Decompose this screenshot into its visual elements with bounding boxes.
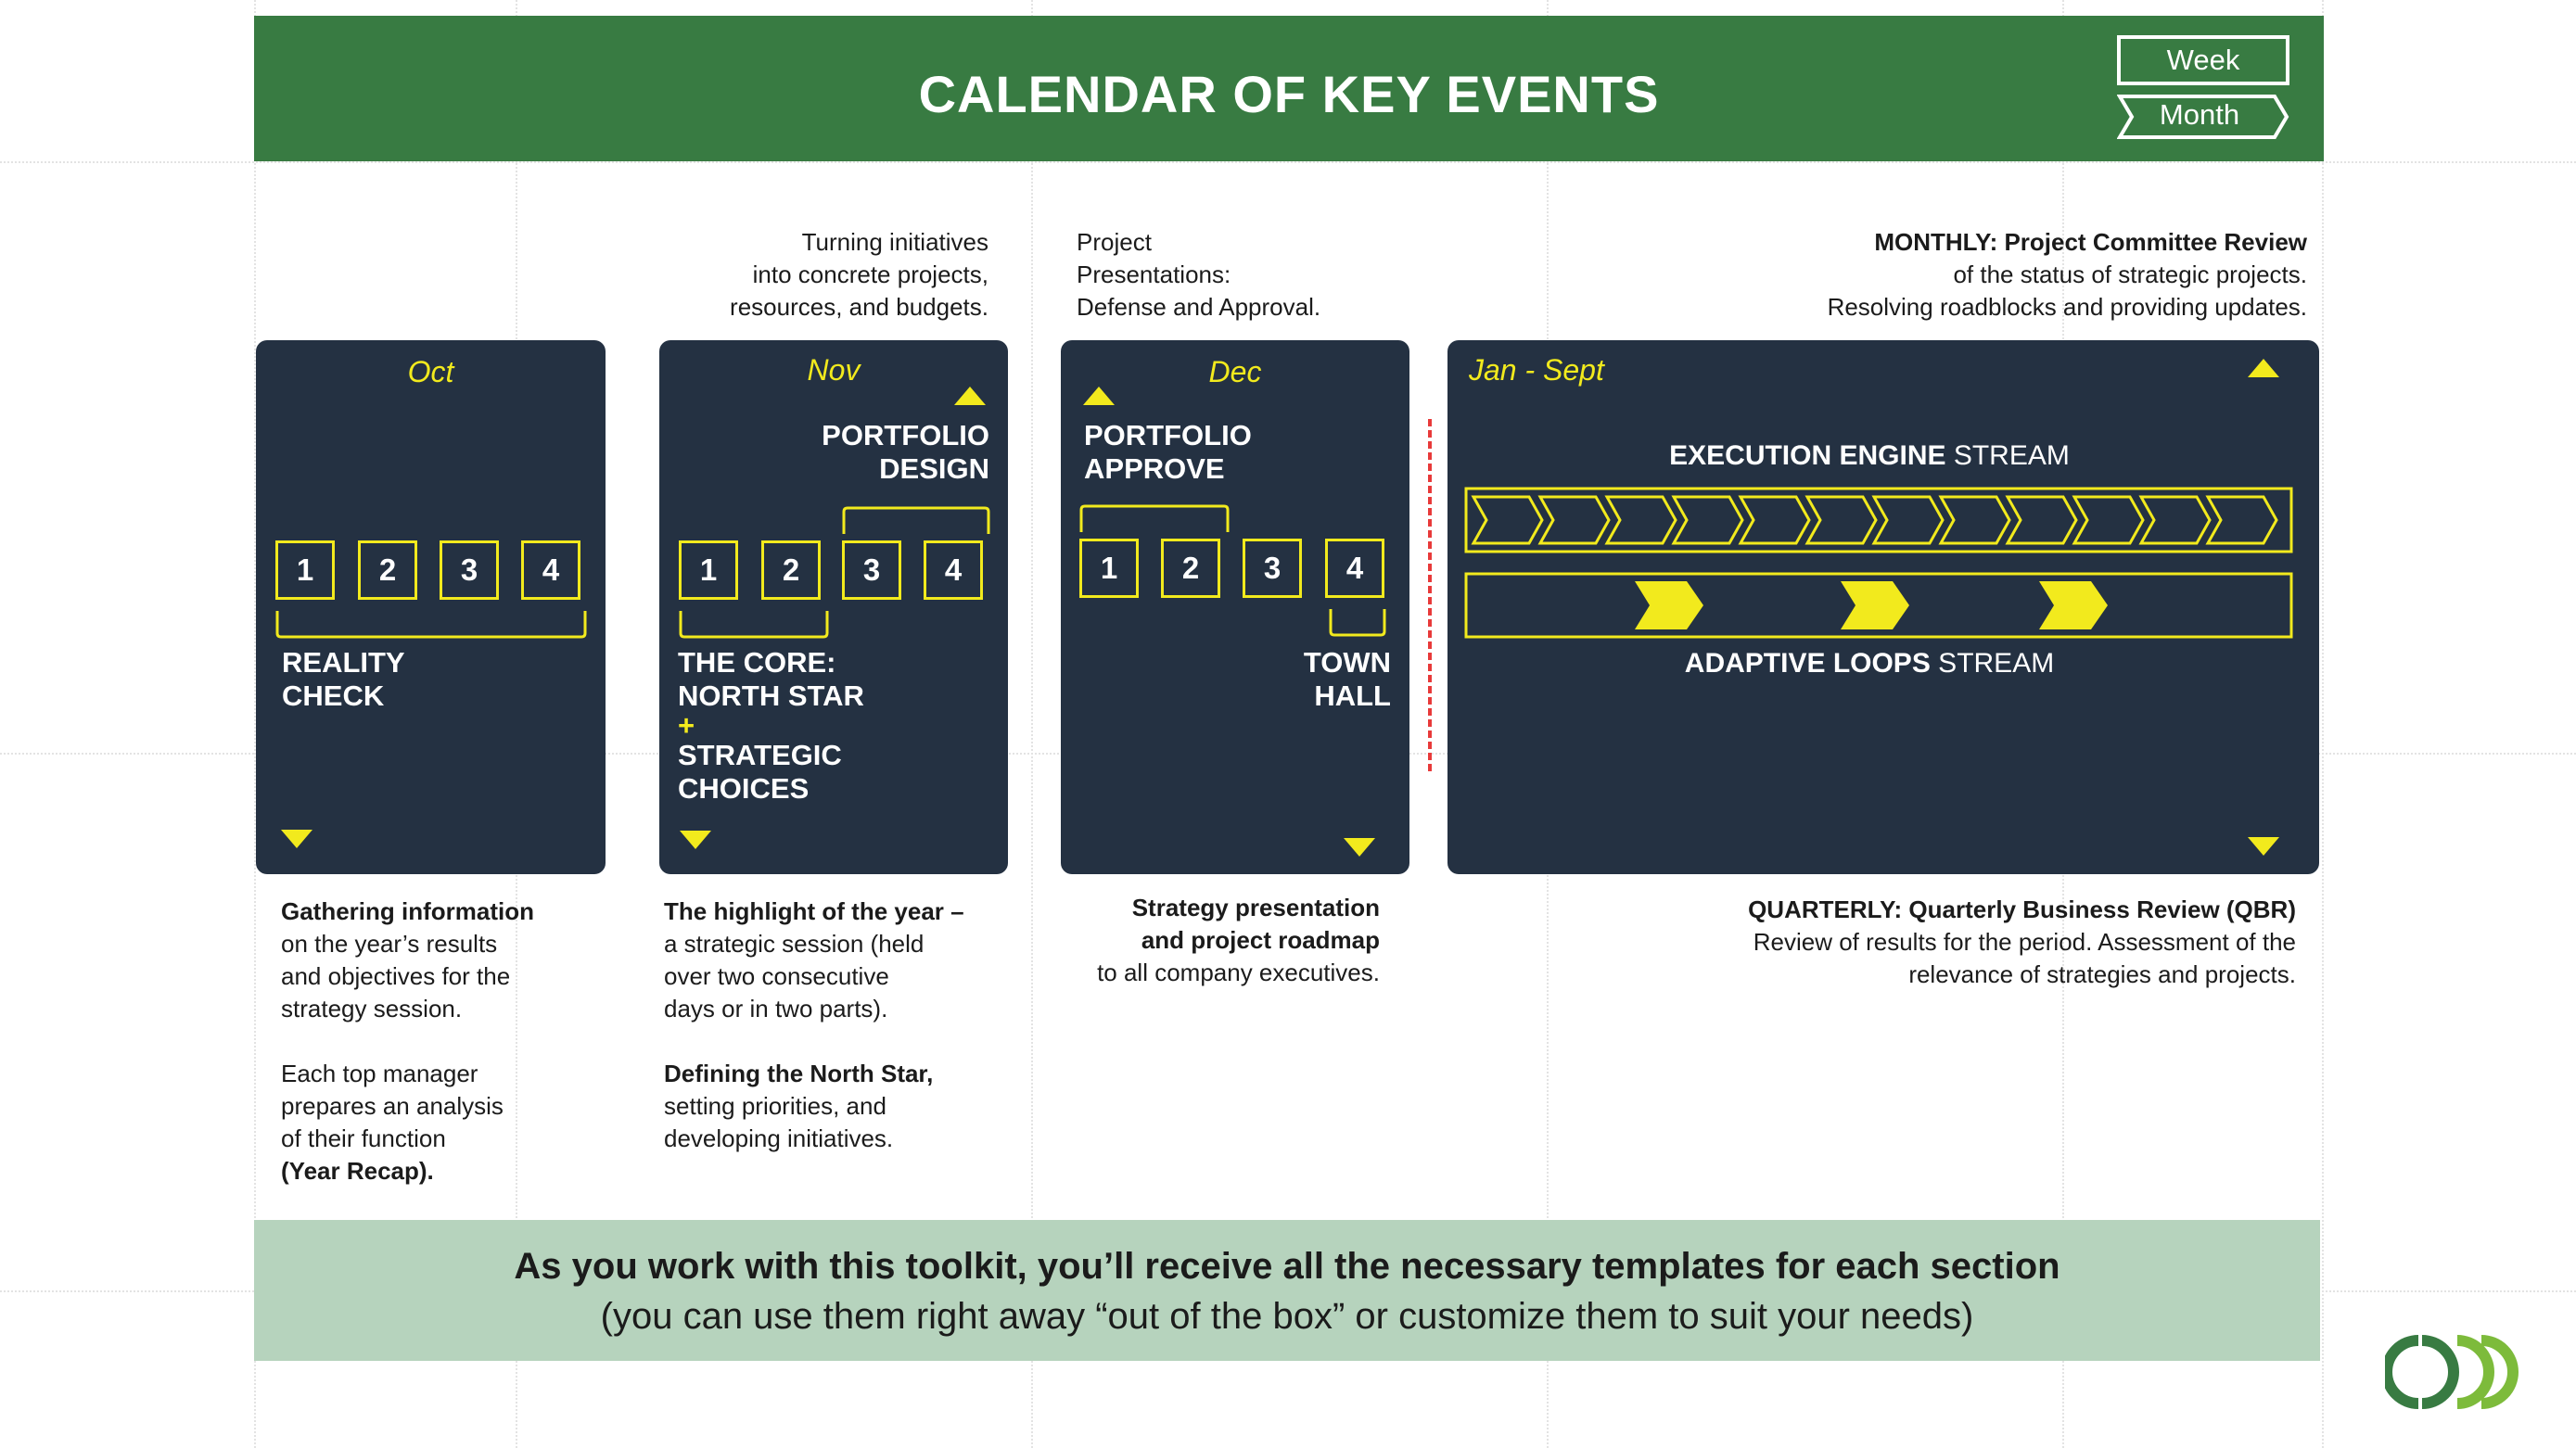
text-line: and objectives for the [281,962,511,990]
text-line: TOWN [1303,646,1391,679]
execution-stream-chevrons [1464,487,2293,553]
text-line: of the status of strategic projects. [1953,260,2307,288]
text-line: Resolving roadblocks and providing updates. [1827,293,2307,321]
brand-logo-icon [2385,1333,2519,1411]
adaptive-stream-label [1447,648,2291,680]
page-title: CALENDAR OF KEY EVENTS [918,65,1660,123]
text-line: relevance of strategies and projects. [1908,960,2296,988]
text-line: CHOICES [678,772,810,805]
month-label: Jan - Sept [1469,353,1604,387]
card-title [1200,646,1391,713]
text-segment: EXECUTION ENGINE [1669,440,1946,471]
text-line: and project roadmap [1141,926,1380,954]
execution-stream-label [1447,440,2291,472]
text-line: NORTH STAR [678,680,864,712]
text-line: DESIGN [879,452,989,485]
text-line: Gathering information [281,897,534,925]
text-line: CHECK [282,680,385,712]
text-line: into concrete projects, [752,260,988,288]
bracket-icon [275,611,587,639]
triangle-down-icon [281,830,312,850]
bracket-icon [842,506,990,536]
text-line: days or in two parts). [664,995,888,1022]
week-button[interactable]: Week [2117,35,2289,85]
dec-below-text [1020,892,1380,989]
text-line: over two consecutive [664,962,889,990]
text-line: Defining the North Star, [664,1060,934,1087]
header-bar [254,16,2324,161]
banner-subline: (you can use them right away “out of the box” or customize them to suit your needs) [600,1296,1974,1337]
month-label: Nov [807,353,861,387]
text-line: setting priorities, and [664,1092,886,1120]
text-line: of their function [281,1124,446,1152]
text-line: Project [1077,228,1152,256]
text-line: Each top manager [281,1060,478,1087]
text-line: a strategic session (held [664,930,925,958]
week-number: 1 [275,540,335,600]
text-line: Turning initiatives [801,228,988,256]
bracket-icon [679,611,829,639]
month-label: Oct [407,355,454,388]
week-number: 2 [358,540,417,600]
triangle-up-icon [954,387,986,407]
card-oct [256,340,606,874]
week-number: 1 [679,540,738,600]
triangle-up-icon [1083,387,1115,407]
week-number: 2 [761,540,821,600]
text-line: PORTFOLIO [1084,419,1252,451]
text-line: on the year’s results [281,930,498,958]
triangle-down-icon [1344,838,1375,858]
bracket-icon [1329,609,1386,637]
text-line: QUARTERLY: Quarterly Business Review (QBR) [1748,895,2296,923]
text-line: STRATEGIC [678,739,842,771]
text-line: resources, and budgets. [730,293,988,321]
month-button[interactable] [2117,94,2282,140]
week-number: 4 [924,540,983,600]
jan-above-text [1688,226,2307,324]
oct-below-text [281,895,633,1188]
week-number: 2 [1161,539,1220,598]
card-title [282,646,405,713]
text-segment: STREAM [1945,440,2070,471]
week-number: 4 [521,540,580,600]
banner-headline: As you work with this toolkit, you’ll receive all the necessary templates for each section [514,1246,2060,1287]
text-line: Defense and Approval. [1077,293,1321,321]
card-jan-sept [1447,340,2319,874]
year-boundary-marker [1428,419,1432,771]
info-banner [254,1220,2320,1361]
week-number: 3 [1243,539,1302,598]
week-number: 4 [1325,539,1384,598]
text-line: APPROVE [1084,452,1225,485]
dec-above-text [1077,226,1392,324]
triangle-down-icon [2248,837,2279,857]
text-line: Strategy presentation [1131,894,1380,921]
text-line: The highlight of the year – [664,897,964,925]
triangle-up-icon [2248,359,2279,379]
card-dec [1061,340,1409,874]
week-number: 3 [842,540,901,600]
text-line: to all company executives. [1097,959,1380,986]
grid-line [0,161,2576,163]
text-line: Review of results for the period. Assessment of the [1753,928,2296,956]
text-line: THE CORE: [678,646,836,679]
text-line: strategy session. [281,995,463,1022]
text-line: Presentations: [1077,260,1231,288]
text-line: MONTHLY: Project Committee Review [1874,228,2307,256]
nov-below-text [664,895,1016,1155]
text-line: prepares an analysis [281,1092,504,1120]
bracket-icon [1079,504,1230,534]
card-nov [659,340,1008,874]
nov-above-text [649,226,988,324]
text-segment: ADAPTIVE LOOPS [1684,648,1931,679]
week-number: 1 [1079,539,1139,598]
adaptive-stream-chevrons [1464,572,2293,639]
text-line: PORTFOLIO [822,419,989,451]
text-line: developing initiatives. [664,1124,894,1152]
text-line: HALL [1314,680,1391,712]
month-button-label: Month [2159,98,2240,131]
card-title [678,646,864,806]
card-top-title [1084,419,1252,486]
text-line: + [678,709,695,742]
card-top-title [752,419,989,486]
grid-line [2322,0,2324,1448]
text-segment: STREAM [1930,648,2055,679]
text-line: (Year Recap). [281,1157,434,1185]
month-label: Dec [1208,355,1262,388]
jan-below-text [1632,894,2296,991]
text-line: REALITY [282,646,405,679]
week-number: 3 [440,540,499,600]
triangle-down-icon [680,831,711,851]
